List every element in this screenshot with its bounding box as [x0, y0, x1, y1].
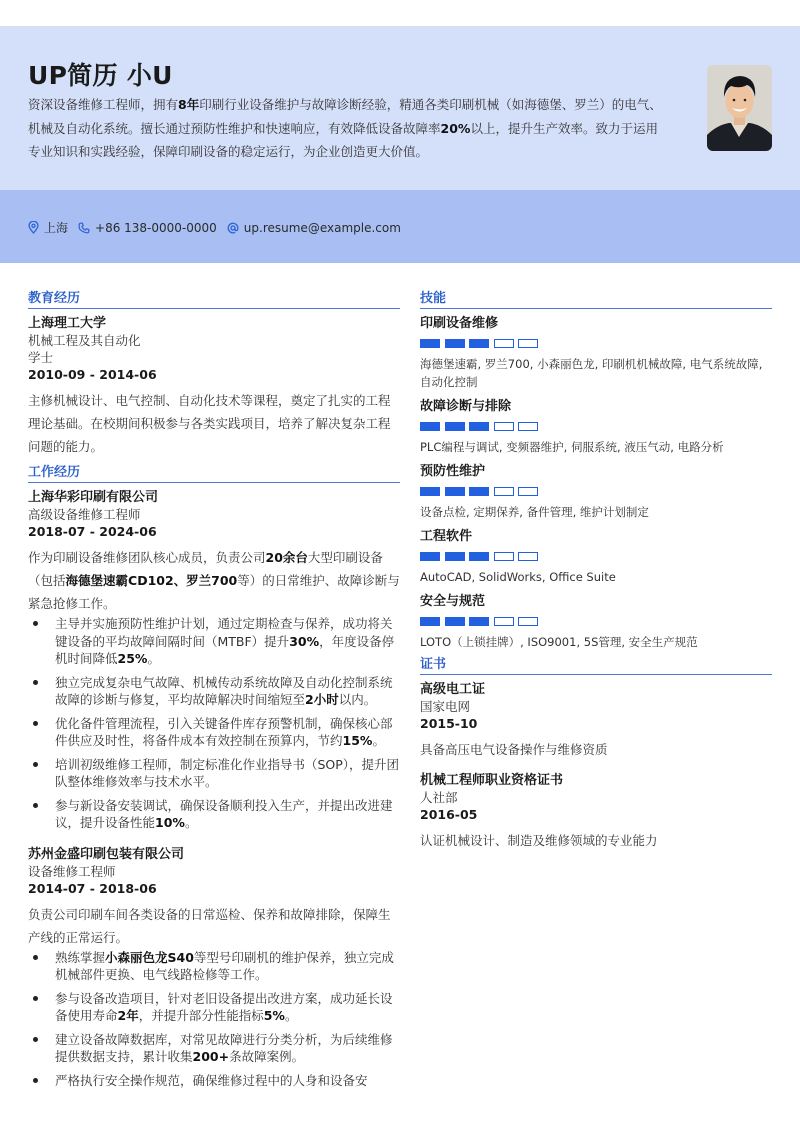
skill-name: 故障诊断与排除 [420, 399, 512, 414]
job-position: 设备维修工程师 [28, 863, 116, 879]
text-run: 等）的日常维护、故障诊断与紧急抢修工作。 [28, 573, 400, 611]
certificate-entry [420, 681, 772, 761]
achievement-bullet [28, 674, 400, 709]
text-run: 。 [372, 733, 385, 748]
skill-level-rating [420, 617, 772, 626]
education-section [28, 290, 400, 458]
skill-item [420, 528, 772, 586]
certificate-date: 2016-05 [420, 807, 478, 822]
highlight-text: 25% [117, 651, 148, 666]
text-run: 等型号印刷机的维护保养，独立完成机械部件更换、电气线路检修等工作。 [55, 949, 394, 982]
work-description [28, 903, 400, 949]
text-run: 资深设备维修工程师，拥有 [28, 97, 179, 112]
certificate-issuer: 人社部 [420, 790, 458, 805]
achievement-bullet [28, 615, 400, 668]
work-entry [28, 846, 400, 1090]
contact-row [28, 219, 411, 236]
candidate-name: UP简历 小U [28, 61, 173, 90]
certificate-issuer: 国家电网 [420, 699, 471, 714]
certificate-description: 认证机械设计、制造及维修领域的专业能力 [420, 833, 658, 848]
rating-bar-filled-icon [420, 339, 440, 348]
text-run: 印刷行业设备维护与故障诊断经验，精通各类印刷机械（如海德堡、罗兰）的电气、机械及自动化系统。擅长通过预防性维护和快速响应，有效降低设备故障率 [28, 97, 662, 136]
right-column [420, 290, 772, 863]
achievement-bullet [28, 1072, 400, 1090]
achievement-bullet [28, 1031, 400, 1066]
skill-name: 预防性维护 [420, 464, 486, 479]
achievement-bullet [28, 797, 400, 832]
major: 机械工程及其自动化 [28, 333, 141, 348]
contact-email[interactable] [227, 221, 401, 235]
text-run: 独立完成复杂电气故障、机械传动系统故障及自动化控制系统故障的诊断与修复，平均故障解决时间缩短至 [55, 674, 393, 707]
email-text: up.resume@example.com [243, 220, 401, 235]
education-entry [28, 315, 400, 458]
rating-bar-filled-icon [420, 487, 440, 496]
work-achievements [28, 949, 400, 1090]
skill-keywords: LOTO（上锁挂牌）, ISO9001, 5S管理, 安全生产规范 [420, 635, 698, 649]
company-name: 苏州金盛印刷包装有限公司 [28, 846, 185, 862]
section-title-skills: 技能 [420, 290, 772, 309]
rating-bar-filled-icon [469, 487, 489, 496]
achievement-bullet [28, 756, 400, 791]
education-date: 2010-09 - 2014-06 [28, 367, 157, 382]
highlight-text: 5% [263, 1008, 285, 1023]
rating-bar-filled-icon [445, 487, 465, 496]
location-pin-icon [28, 221, 39, 234]
highlight-text: 20余台 [265, 550, 308, 565]
highlight-text: 200+ [192, 1049, 230, 1064]
achievement-bullet [28, 715, 400, 750]
achievement-bullet [28, 949, 400, 984]
work-achievements [28, 615, 400, 832]
work-entry [28, 489, 400, 832]
rating-bar-filled-icon [445, 339, 465, 348]
skill-item [420, 593, 772, 651]
text-run: 主导并实施预防性维护计划，通过定期检查与保养，成功将关键设备的平均故障间隔时间（MTBF）提升 [55, 616, 393, 649]
highlight-text: 30% [289, 633, 320, 649]
work-date: 2014-07 - 2018-06 [28, 880, 157, 896]
text-run: 。 [284, 1008, 298, 1023]
highlight-text: 小森丽色龙S40 [105, 949, 194, 965]
job-position: 高级设备维修工程师 [28, 507, 141, 522]
rating-bar-filled-icon [469, 339, 489, 348]
highlight-text: 15% [342, 733, 373, 748]
rating-bar-empty-icon [518, 422, 538, 431]
text-run: 大型印刷设备（包括 [28, 550, 383, 588]
skill-level-rating [420, 422, 772, 431]
certificate-name: 机械工程师职业资格证书 [420, 773, 564, 788]
company-name: 上海华彩印刷有限公司 [28, 490, 159, 505]
text-run: 以内。 [338, 692, 377, 707]
degree: 学士 [28, 350, 54, 365]
skill-item [420, 463, 772, 521]
skill-keywords: PLC编程与调试, 变频器维护, 伺服系统, 液压气动, 电路分析 [420, 440, 724, 454]
rating-bar-filled-icon [420, 617, 440, 626]
rating-bar-empty-icon [494, 487, 514, 496]
education-description: 主修机械设计、电气控制、自动化技术等课程，奠定了扎实的工程理论基础。在校期间积极参与各类实践项目，培养了解决复杂工程问题的能力。 [28, 393, 391, 454]
highlight-text: 8年 [178, 97, 200, 112]
contact-bar [0, 190, 800, 263]
skill-level-rating [420, 339, 772, 348]
rating-bar-filled-icon [469, 552, 489, 561]
rating-bar-filled-icon [420, 422, 440, 431]
certificate-entry [420, 772, 772, 852]
section-title-certificates: 证书 [420, 656, 772, 675]
phone-icon [78, 222, 90, 234]
skill-item [420, 398, 772, 456]
certificate-name: 高级电工证 [420, 682, 486, 697]
rating-bar-filled-icon [445, 422, 465, 431]
skill-item [420, 315, 772, 391]
rating-bar-filled-icon [445, 552, 465, 561]
text-run: 负责公司印刷车间各类设备的日常巡检、保养和故障排除，保障生产线的正常运行。 [28, 906, 391, 945]
skills-section [420, 290, 772, 651]
section-title-education: 教育经历 [28, 290, 400, 309]
skill-keywords: AutoCAD, SolidWorks, Office Suite [420, 570, 616, 584]
at-sign-icon [227, 222, 239, 234]
work-section [28, 464, 400, 1089]
certificates-section [420, 656, 772, 852]
phone-text: +86 138-0000-0000 [95, 220, 217, 235]
contact-location [28, 219, 68, 236]
rating-bar-empty-icon [518, 339, 538, 348]
text-run: 以上，提升生产效率。致力于运用专业知识和实践经验，保障印刷设备的稳定运行，为企业创造更大价值。 [28, 120, 658, 159]
highlight-text: 2小时 [305, 692, 339, 707]
rating-bar-empty-icon [494, 339, 514, 348]
text-run: 严格执行安全操作规范，确保维修过程中的人身和设备安 [55, 1072, 368, 1088]
avatar-portrait-icon [707, 65, 772, 151]
achievement-bullet [28, 990, 400, 1025]
highlight-text: 海德堡速霸CD102、罗兰700 [65, 573, 238, 588]
rating-bar-empty-icon [518, 487, 538, 496]
work-description [28, 546, 400, 615]
school-name: 上海理工大学 [28, 316, 107, 331]
rating-bar-empty-icon [494, 422, 514, 431]
text-run: 熟练掌握 [55, 949, 106, 965]
highlight-text: 10% [155, 815, 185, 830]
text-run: ，并提升部分性能指标 [138, 1008, 264, 1023]
skill-name: 印刷设备维修 [420, 316, 499, 331]
text-run: 条故障案例。 [229, 1049, 305, 1064]
text-run: ，年度设备停机时间降低 [55, 633, 395, 666]
profile-photo [707, 65, 772, 151]
highlight-text: 20% [440, 120, 471, 136]
skill-level-rating [420, 487, 772, 496]
rating-bar-empty-icon [494, 617, 514, 626]
skill-name: 安全与规范 [420, 594, 486, 609]
text-run: 优化备件管理流程，引入关键备件库存预警机制，确保核心部件供应及时性，将备件成本有效控制在预算内，节约 [55, 715, 393, 748]
text-run: 参与新设备安装调试，确保设备顺利投入生产，并提出改进建议，提升设备性能 [55, 797, 393, 830]
header-summary-band [0, 26, 800, 190]
skill-keywords: 海德堡速霸, 罗兰700, 小森丽色龙, 印刷机机械故障, 电气系统故障, 自动化控制 [420, 357, 763, 389]
text-run: 参与设备改造项目，针对老旧设备提出改进方案，成功延长设备使用寿命 [55, 990, 393, 1023]
highlight-text: 2年 [117, 1008, 139, 1023]
skill-level-rating [420, 552, 772, 561]
skills-list [420, 315, 772, 651]
rating-bar-empty-icon [494, 552, 514, 561]
text-run: 。 [184, 815, 198, 830]
rating-bar-empty-icon [518, 617, 538, 626]
left-column [28, 290, 400, 1095]
rating-bar-empty-icon [518, 552, 538, 561]
text-run: 培训初级维修工程师，制定标准化作业指导书（SOP），提升团队整体维修效率与技术水平。 [55, 756, 400, 789]
certificate-description: 具备高压电气设备操作与维修资质 [420, 742, 608, 757]
certificate-date: 2015-10 [420, 716, 478, 731]
skill-name: 工程软件 [420, 529, 473, 544]
text-run: 。 [147, 651, 160, 666]
rating-bar-filled-icon [469, 422, 489, 431]
work-date: 2018-07 - 2024-06 [28, 524, 157, 539]
rating-bar-filled-icon [469, 617, 489, 626]
rating-bar-filled-icon [420, 552, 440, 561]
section-title-work: 工作经历 [28, 464, 400, 483]
skill-keywords: 设备点检, 定期保养, 备件管理, 维护计划制定 [420, 505, 649, 519]
contact-phone[interactable] [78, 221, 217, 235]
location-text: 上海 [44, 221, 69, 235]
rating-bar-filled-icon [445, 617, 465, 626]
text-run: 作为印刷设备维修团队核心成员，负责公司 [28, 550, 266, 565]
text-run: 建立设备故障数据库，对常见故障进行分类分析，为后续维修提供数据支持，累计收集 [55, 1031, 393, 1064]
profile-summary [28, 93, 668, 164]
